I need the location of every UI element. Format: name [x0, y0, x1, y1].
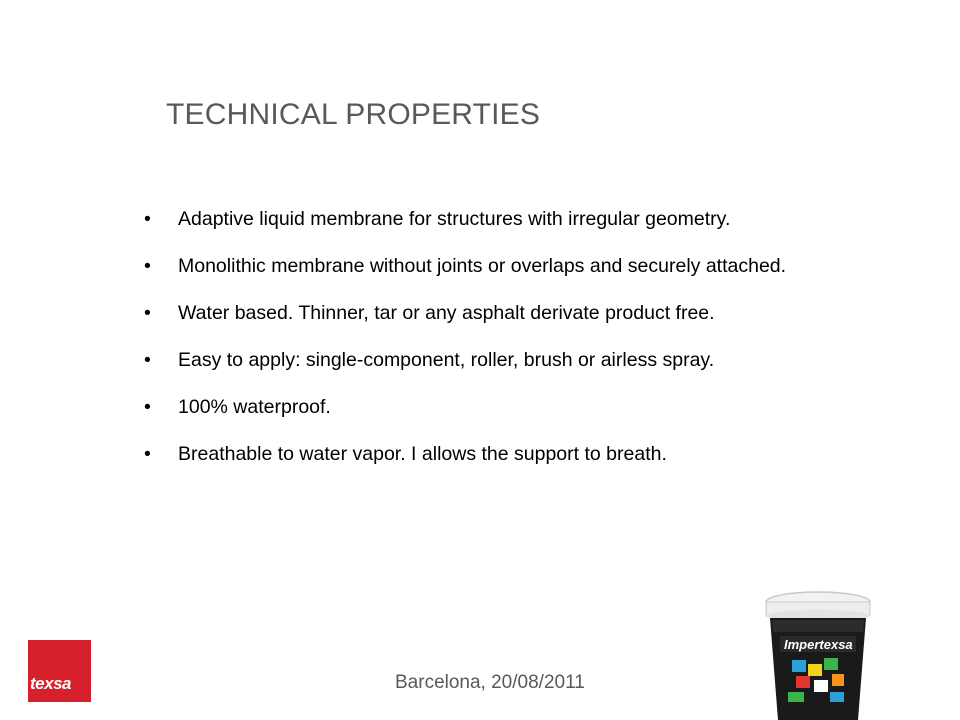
product-bucket-image — [758, 588, 878, 720]
logo-text: texsa — [30, 674, 71, 693]
texsa-logo — [28, 640, 91, 702]
bullet-dot: • — [144, 443, 151, 465]
list-item — [140, 294, 900, 332]
bullet-text: Water based. Thinner, tar or any asphalt derivate product free. — [178, 302, 715, 324]
bullet-text: Monolithic membrane without joints or overlaps and securely attached. — [178, 255, 787, 277]
bullet-text: Adaptive liquid membrane for structures with irregular geometry. — [178, 208, 731, 230]
bullet-text: Breathable to water vapor. I allows the support to breath. — [178, 443, 667, 465]
bullet-text: 100% waterproof. — [178, 396, 331, 418]
bullet-dot: • — [144, 349, 151, 371]
footer-date: Barcelona, 20/08/2011 — [395, 672, 585, 693]
bullet-dot: • — [144, 302, 151, 324]
list-item — [140, 247, 900, 285]
bullet-dot: • — [144, 255, 151, 277]
list-item — [140, 435, 900, 473]
product-label: Impertexsa — [784, 637, 853, 652]
slide-title: TECHNICAL PROPERTIES — [166, 98, 541, 131]
list-item — [140, 341, 900, 379]
list-item — [140, 200, 900, 238]
bullet-dot: • — [144, 396, 151, 418]
property-list — [140, 200, 900, 482]
list-item — [140, 388, 900, 426]
bullet-text: Easy to apply: single-component, roller, brush or airless spray. — [178, 349, 715, 371]
bullet-dot: • — [144, 208, 151, 230]
